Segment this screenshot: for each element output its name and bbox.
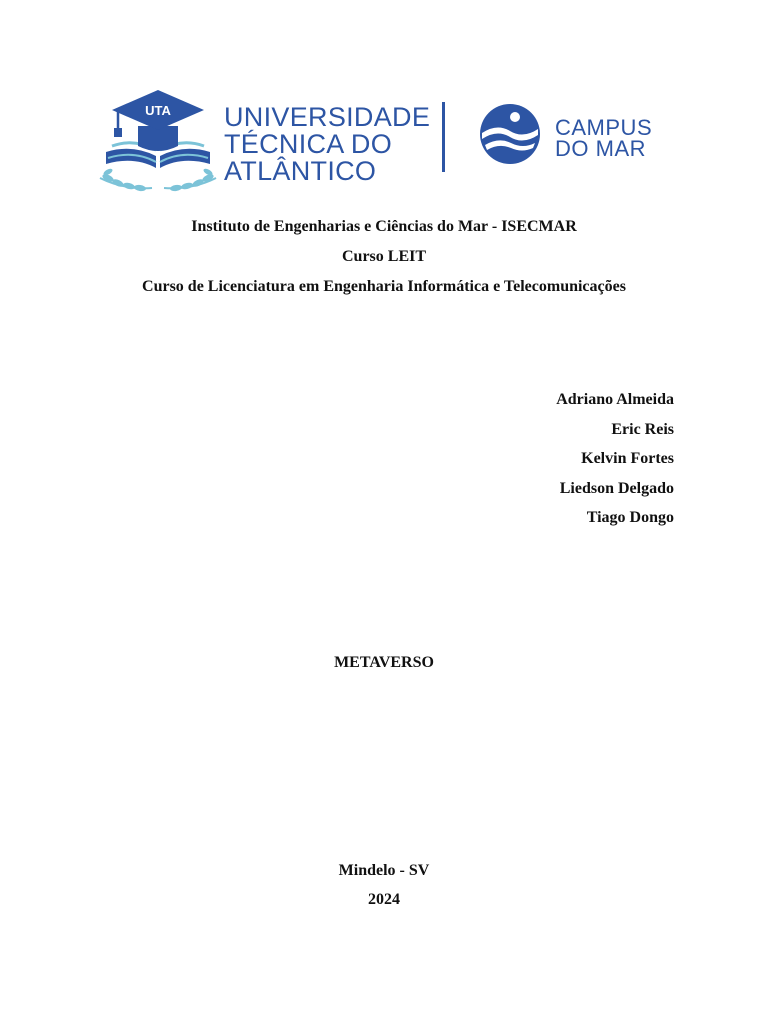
place: Mindelo - SV — [338, 862, 430, 879]
place-date-block — [0, 856, 768, 914]
uta-wordmark-line-2: TÉCNICA DO — [224, 129, 393, 159]
institution-block — [0, 212, 768, 302]
uta-wordmark-line-1: UNIVERSIDADE — [224, 102, 431, 132]
uta-emblem-text: UTA — [145, 103, 171, 118]
uta-logo-emblem — [94, 86, 222, 202]
campus-wordmark — [555, 117, 685, 165]
authors-list — [556, 385, 674, 533]
year: 2024 — [368, 891, 400, 908]
institute-name: Instituto de Engenharias e Ciências do Mar - ISECMAR — [191, 218, 577, 235]
course-full-name: Curso de Licenciatura em Engenharia Informática e Telecomunicações — [142, 278, 626, 295]
campus-do-mar-logo-emblem — [477, 103, 543, 165]
author-name: Eric Reis — [611, 420, 674, 438]
document-title: METAVERSO — [334, 654, 434, 671]
campus-wordmark-line-2: DO MAR — [555, 136, 646, 161]
author-name: Tiago Dongo — [586, 509, 674, 526]
author-name: Kelvin Fortes — [581, 450, 674, 467]
logo-divider — [442, 102, 445, 172]
author-name: Liedson Delgado — [559, 479, 674, 497]
uta-wordmark-line-3: ATLÂNTICO — [224, 156, 377, 186]
campus-wordmark-line-1: CAMPUS — [555, 115, 653, 140]
course-short-name: Curso LEIT — [341, 248, 427, 265]
uta-wordmark — [224, 102, 434, 186]
header-logos — [90, 86, 690, 202]
author-name: Adriano Almeida — [556, 391, 674, 408]
title-block — [0, 650, 768, 676]
